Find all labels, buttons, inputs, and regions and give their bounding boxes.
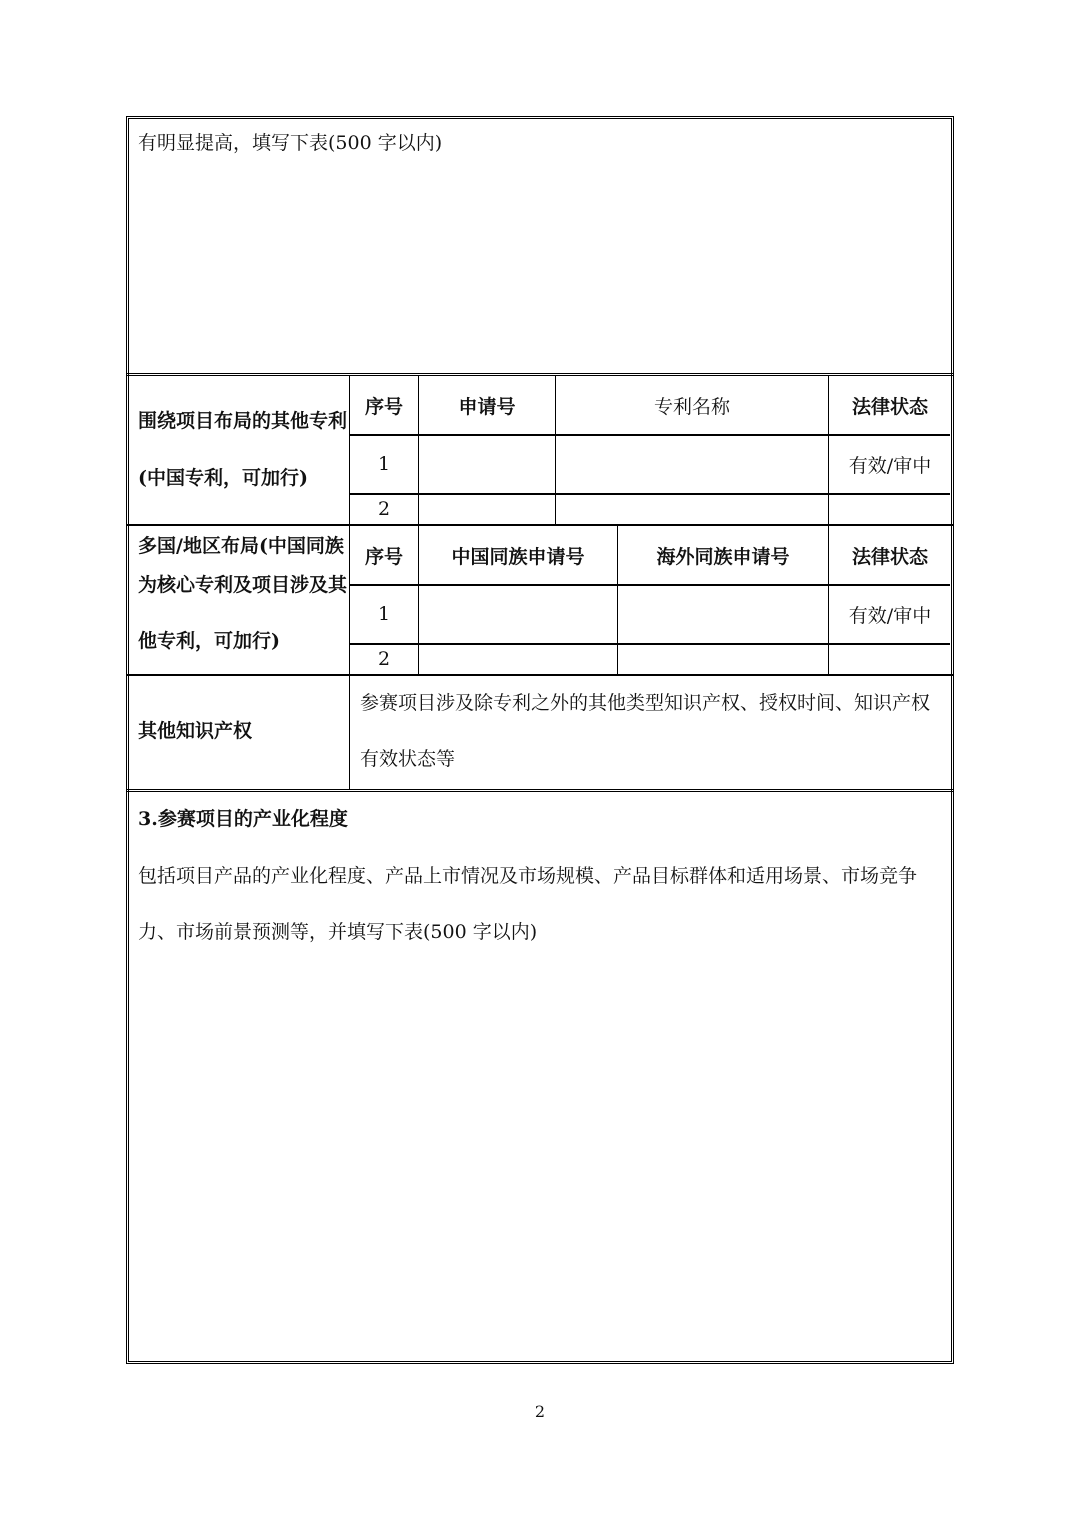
- industrialization-answer-area[interactable]: [130, 955, 950, 1360]
- multi-header-no: 序号: [364, 545, 403, 568]
- multi-region-label-line2: 为核心专利及项目涉及其: [138, 574, 348, 596]
- page-number: 2: [534, 1402, 546, 1421]
- multi-region-label-line1: 多国/地区布局(中国同族: [138, 535, 344, 557]
- multi-region-label-line3: 他专利，可加行): [138, 630, 280, 652]
- separator-3: [126, 674, 954, 676]
- industrialization-desc-line1: 包括项目产品的产业化程度、产品上市情况及市场规模、产品目标群体和适用场景、市场竞争: [138, 865, 918, 887]
- multi-row1-overseas[interactable]: [618, 585, 828, 643]
- patents-header-no: 序号: [364, 395, 403, 418]
- section-top-answer-area[interactable]: [130, 160, 950, 372]
- patents-row1-status[interactable]: 有效/审中: [848, 454, 932, 477]
- other-ip-col-sep: [349, 675, 350, 790]
- patents-header-name: 专利名称: [653, 396, 730, 418]
- multi-row2-no: 2: [377, 648, 391, 670]
- multi-row2-status[interactable]: [829, 644, 951, 674]
- patents-row2-status[interactable]: [829, 494, 951, 524]
- separator-4: [126, 789, 954, 792]
- other-ip-desc-line1: 参赛项目涉及除专利之外的其他类型知识产权、授权时间、知识产权: [360, 692, 931, 714]
- patents-row2-name[interactable]: [556, 494, 828, 524]
- multi-row1-no: 1: [377, 603, 391, 625]
- patents-row2-no: 2: [377, 498, 391, 520]
- patents-header-status: 法律状态: [851, 395, 928, 418]
- multi-row1-status[interactable]: 有效/审中: [848, 604, 932, 627]
- other-ip-label: 其他知识产权: [138, 720, 253, 742]
- patents-label-line1: 围绕项目布局的其他专利: [138, 410, 348, 432]
- patents-row1-app[interactable]: [419, 435, 555, 493]
- industrialization-desc-line2: 力、市场前景预测等，并填写下表(500 字以内): [138, 921, 538, 943]
- multi-row2-overseas[interactable]: [618, 644, 828, 674]
- patents-row2-app[interactable]: [419, 494, 555, 524]
- patents-label-line2: (中国专利，可加行): [138, 467, 308, 489]
- patents-header-app: 申请号: [458, 396, 516, 418]
- multi-row1-cn[interactable]: [419, 585, 617, 643]
- multi-header-status: 法律状态: [851, 545, 928, 568]
- other-ip-desc-line2: 有效状态等: [360, 748, 456, 770]
- multi-header-overseas: 海外同族申请号: [656, 545, 790, 568]
- multi-row2-cn[interactable]: [419, 644, 617, 674]
- multi-header-cn: 中国同族申请号: [451, 545, 585, 568]
- section-top-text: 有明显提高，填写下表(500 字以内): [138, 132, 443, 154]
- industrialization-title: 3.参赛项目的产业化程度: [138, 808, 348, 830]
- patents-row1-no: 1: [377, 453, 391, 475]
- patents-row1-name[interactable]: [556, 435, 828, 493]
